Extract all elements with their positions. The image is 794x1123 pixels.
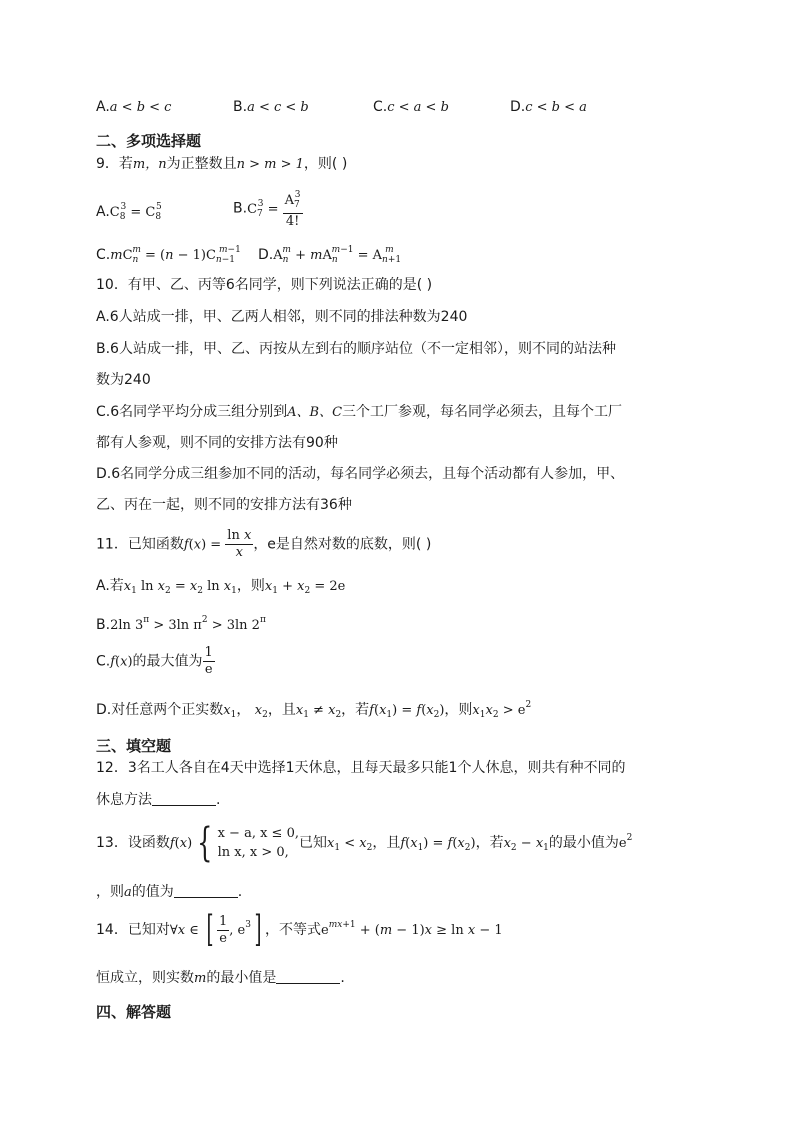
q8-option-d[interactable]: D.c < b < a	[510, 99, 587, 115]
q13-stem: 13．设函数f(x) { x − a, x ≤ 0, ln x, x > 0, 已知$x_1 < x_2$，且$f(x_1) = f(x_2)$，若$x_2 - x_1$的最小值为$e^2$	[96, 820, 633, 866]
q13-line2: ，则a的值为 .	[96, 884, 243, 900]
section-title-fill-in: 三、填空题	[96, 737, 172, 755]
q10-option-a[interactable]: A.6人站成一排，甲、乙两人相邻，则不同的排法种数为240	[96, 309, 468, 325]
q10-stem: 10．有甲、乙、丙等6名同学，则下列说法正确的是( )	[96, 277, 433, 293]
q11-option-b[interactable]: B.2ln $3^\pi > 3\ln$ $\pi^2 > 3\ln$ $2^\pi$	[96, 615, 266, 633]
q8-option-a[interactable]: A.a < b < c	[96, 99, 172, 115]
q9-option-d[interactable]: $D.A_n^m + mA_n^{m-1} = A_{n+1}^m$	[258, 245, 402, 265]
q14-stem: 14．已知对∀x ∈ [ $\frac{1}{e}$ , $e^3$] ，不等式$e^{mx+1} + (m - 1)x \ge \ln x - 1$	[96, 909, 503, 950]
q9-stem: 9．若m，n为正整数且n > m > 1，则( )	[96, 156, 348, 172]
section-title-solution: 四、解答题	[96, 1003, 172, 1021]
q9-option-b[interactable]: $B.C_7^3$ = $\frac{A_7^3}{4!}$	[233, 187, 303, 230]
q10-option-d[interactable]: D.6名同学分成三组参加不同的活动，每名同学必须去，且每个活动都有人参加，甲、	[96, 466, 625, 482]
q9-option-c[interactable]: $C.mC_n^m = (n - 1)C_{n-1}^{m-1}$	[96, 245, 241, 265]
q10-option-c[interactable]: C.6名同学平均分成三组分别到A、B、C三个工厂参观，每名同学必须去，且每个工厂	[96, 404, 623, 420]
q10-option-b[interactable]: B.6人站成一排，甲、乙、丙按从左到右的顺序站位（不一定相邻），则不同的站法种	[96, 341, 616, 357]
q11-option-c[interactable]: C.f(x)的最大值为 $\frac{1}{e}$	[96, 645, 213, 677]
q13-answer-blank[interactable]	[174, 883, 238, 898]
section-title-multiple-choice: 二、多项选择题	[96, 132, 202, 150]
q9-option-a[interactable]: $A.C_8^3 = C_8^5$	[96, 202, 162, 222]
q10-option-d-cont: 乙、丙在一起，则不同的安排方法有36种	[96, 497, 352, 513]
q12-line2: 休息方法 .	[96, 792, 221, 808]
q11-stem: 11．已知函数f(x) = $\frac{\text{ln x}}{x}$ ，e是自然对数的底数，则( )	[96, 528, 432, 560]
q10-option-c-cont: 都有人参观，则不同的安排方法有90种	[96, 435, 338, 451]
q11-option-a[interactable]: A.若$x_1$ $\ln x_2 = x_2$ $\ln x_1$，则$x_1 + x_2 = 2e$	[96, 578, 346, 596]
q12-answer-blank[interactable]	[152, 791, 216, 806]
q8-option-b[interactable]: B.a < c < b	[233, 99, 309, 115]
q14-answer-blank[interactable]	[276, 969, 340, 984]
q8-option-c[interactable]: C.c < a < b	[373, 99, 449, 115]
q12-line1: 12．3名工人各自在4天中选择1天休息，且每天最多只能1个人休息，则共有种不同的	[96, 760, 626, 776]
q14-line2: 恒成立，则实数m的最小值是 .	[96, 970, 345, 986]
q10-option-b-cont: 数为240	[96, 372, 151, 388]
q11-option-d[interactable]: D.对任意两个正实数$x_1$， $x_2$，且$x_1 \ne x_2$，若$f(x_1) = f(x_2)$，则$x_1x_2 > e^2$	[96, 700, 532, 720]
